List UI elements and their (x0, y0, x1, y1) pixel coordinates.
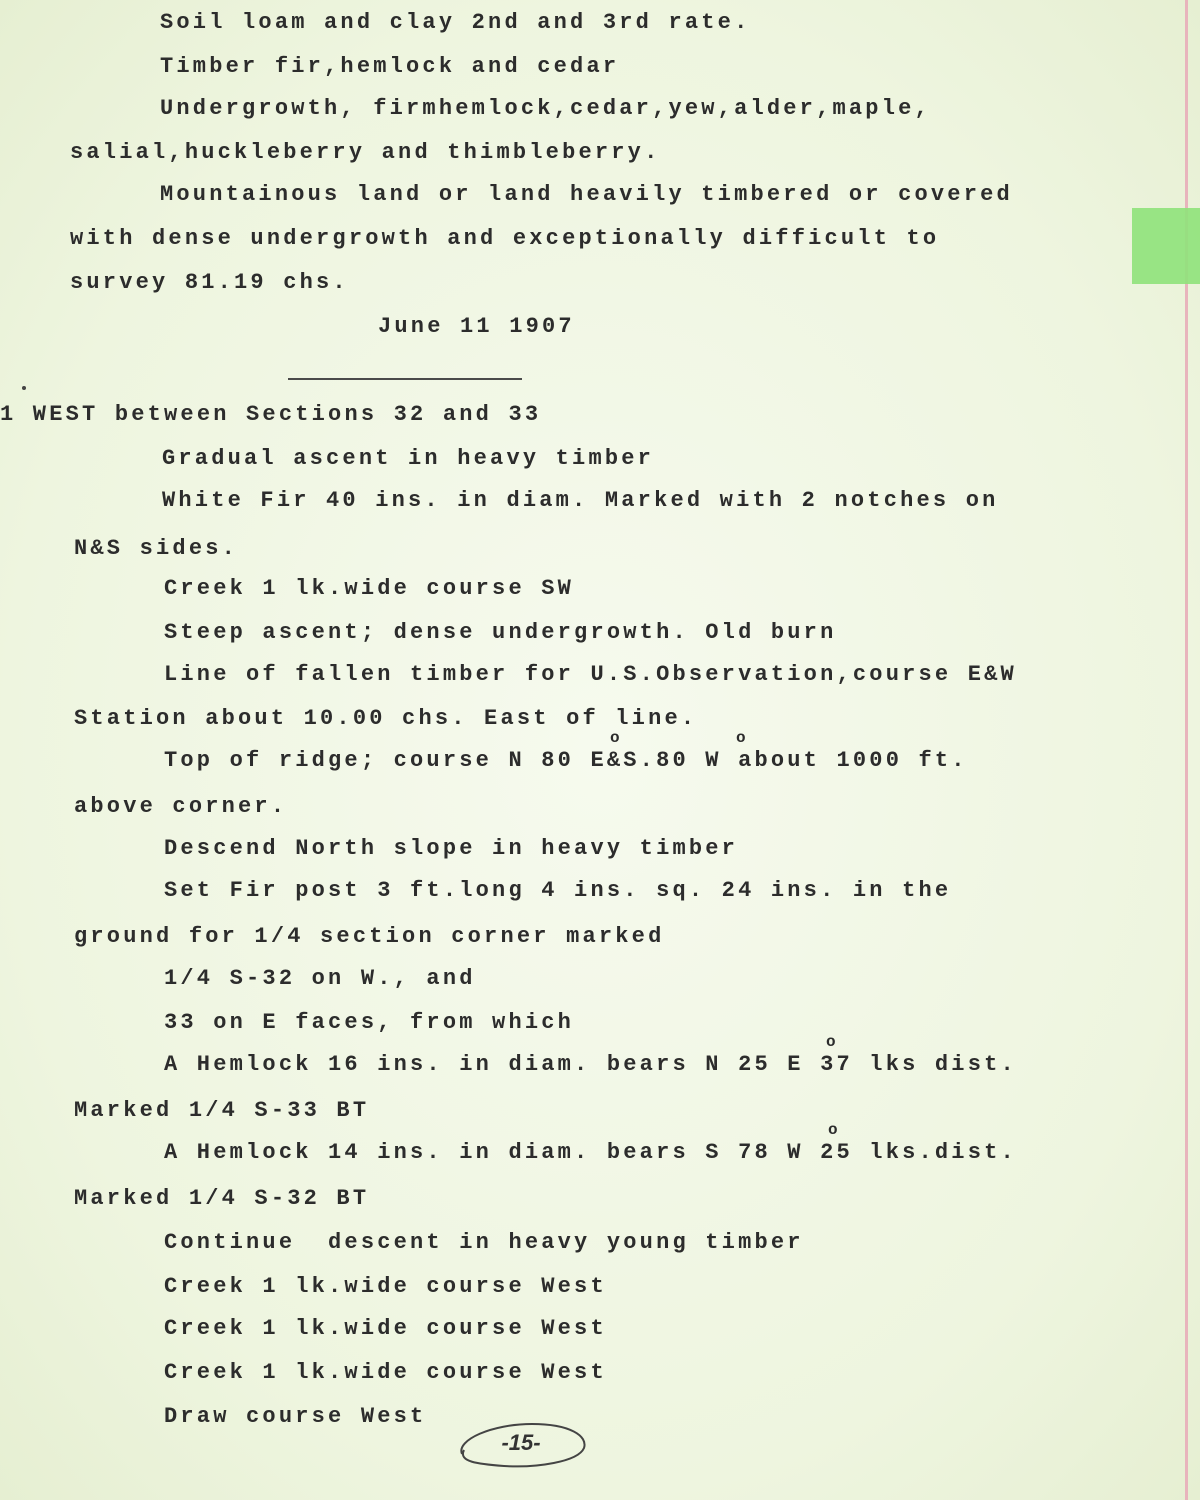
text-line: Gradual ascent in heavy timber (162, 446, 655, 471)
section-heading: 1 WEST between Sections 32 and 33 (0, 402, 542, 427)
degree-mark: o (736, 729, 746, 747)
degree-mark: o (826, 1033, 836, 1051)
text-line: Draw course West (164, 1404, 427, 1429)
degree-mark: o (610, 729, 620, 747)
text-line: Creek 1 lk.wide course SW (164, 576, 575, 601)
text-line: 33 on E faces, from which (164, 1010, 575, 1035)
sticky-note-tab (1132, 208, 1200, 284)
text-line: Marked 1/4 S-33 BT (74, 1098, 370, 1123)
text-line: Top of ridge; course N 80 E&S.80 W about 1000 ft. (164, 748, 968, 773)
page-number: -15- (501, 1430, 541, 1455)
stray-mark (22, 386, 26, 390)
text-line: Steep ascent; dense undergrowth. Old burn (164, 620, 837, 645)
text-line: Soil loam and clay 2nd and 3rd rate. (160, 10, 751, 35)
text-line: Timber fir,hemlock and cedar (160, 54, 620, 79)
text-line: above corner. (74, 794, 288, 819)
text-line: survey 81.19 chs. (70, 270, 349, 295)
text-line: Undergrowth, firmhemlock,cedar,yew,alder,maple, (160, 96, 931, 121)
text-line: Line of fallen timber for U.S.Observation,course E&W (164, 662, 1017, 687)
text-line: 1/4 S-32 on W., and (164, 966, 476, 991)
text-line: Descend North slope in heavy timber (164, 836, 739, 861)
date-heading: June 11 1907 (378, 314, 575, 339)
text-line: Creek 1 lk.wide course West (164, 1274, 607, 1299)
text-line: A Hemlock 14 ins. in diam. bears S 78 W 25 lks.dist. (164, 1140, 1017, 1165)
text-line: Marked 1/4 S-32 BT (74, 1186, 370, 1211)
text-line: A Hemlock 16 ins. in diam. bears N 25 E 37 lks dist. (164, 1052, 1017, 1077)
text-line: Set Fir post 3 ft.long 4 ins. sq. 24 ins. in the (164, 878, 952, 903)
text-line: salial,huckleberry and thimbleberry. (70, 140, 661, 165)
text-line: N&S sides. (74, 536, 239, 561)
text-line: Mountainous land or land heavily timbered or covered (160, 182, 1013, 207)
page-number-stamp (452, 1414, 590, 1470)
text-line: with dense undergrowth and exceptionally difficult to (70, 226, 940, 251)
degree-mark: o (828, 1121, 838, 1139)
text-line: Station about 10.00 chs. East of line. (74, 706, 698, 731)
text-line: Creek 1 lk.wide course West (164, 1316, 607, 1341)
separator-rule (288, 378, 522, 380)
text-line: Creek 1 lk.wide course West (164, 1360, 607, 1385)
text-line: Continue descent in heavy young timber (164, 1230, 804, 1255)
text-line: White Fir 40 ins. in diam. Marked with 2 notches on (162, 488, 999, 513)
text-line: ground for 1/4 section corner marked (74, 924, 665, 949)
